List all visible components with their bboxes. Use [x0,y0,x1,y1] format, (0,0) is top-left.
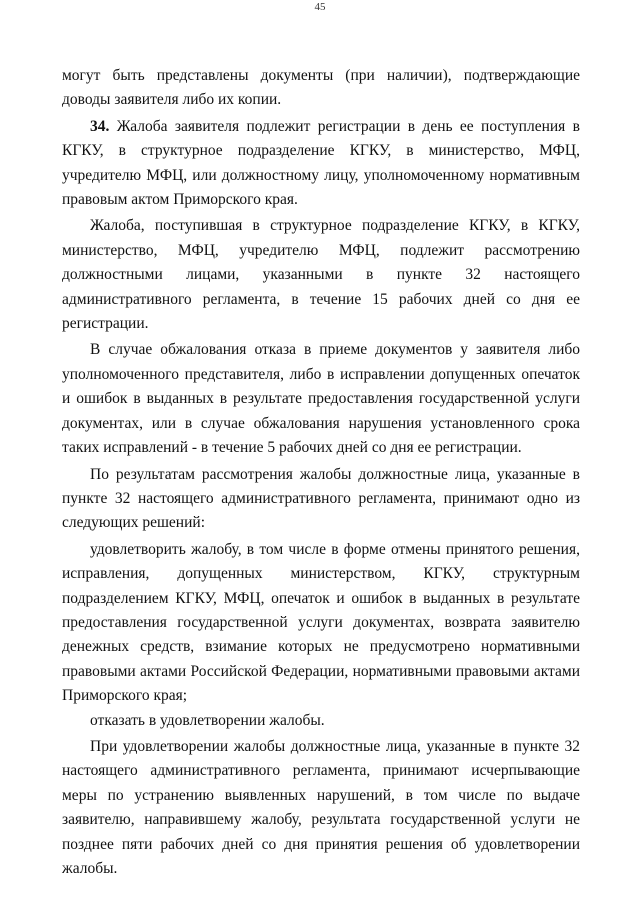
paragraph-decision-satisfy: удовлетворить жалобу, в том числе в форме отмены принятого решения, исправления, допущенных министерством, КГКУ, структурным подразделением КГКУ, МФЦ, опечаток и ошибок в выданных в результате предоставления государственной услуги документах, возврата заявителю денежных средств, взимание которых не предусмотрено нормативными правовыми актами Российской Федерации, нормативными правовыми актами Приморского края; [62,540,580,705]
paragraph-decision-refuse: отказать в удовлетворении жалобы. [90,711,325,729]
item-number: 34. [90,117,110,135]
paragraph-satisfaction-measures: При удовлетворении жалобы должностные лица, указанные в пункте 32 настоящего административного регламента, принимают исчерпывающие меры по устранению выявленных нарушений, в том числе по выдаче заявителю, направившему жалобу, результата государственной услуги не позднее пяти рабочих дней со дня принятия решения об удовлетворении жалобы. [62,737,580,877]
paragraph-continuation: могут быть представлены документы (при наличии), подтверждающие доводы заявителя либо их копии. [62,67,580,109]
document-body [62,64,580,881]
page-number: 45 [314,1,326,13]
paragraph-refusal-appeal: В случае обжалования отказа в приеме документов у заявителя либо уполномоченного представителя, либо в исправлении допущенных опечаток и ошибок в выданных в результате предоставления государственной услуги документах, или в случае обжалования нарушения установленного срока таких исправлений - в течение 5 рабочих дней со дня ее регистрации. [62,341,580,457]
paragraph-text: Жалоба заявителя подлежит регистрации в день ее поступления в КГКУ, в структурное подразделение КГКУ, в министерство, МФЦ, учредителю МФЦ, или должностному лицу, уполномоченному нормативным правовым актом Приморского края. [62,117,580,209]
paragraph-decisions-intro: По результатам рассмотрения жалобы должностные лица, указанные в пункте 32 настоящего административного регламента, принимают одно из следующих решений: [62,465,580,532]
paragraph-item-34 [62,115,580,213]
paragraph-complaint-review: Жалоба, поступившая в структурное подразделение КГКУ, в КГКУ, министерство, МФЦ, учредителю МФЦ, подлежит рассмотрению должностными лицами, указанными в пункте 32 настоящего административного регламента, в течение 15 рабочих дней со дня ее регистрации. [62,217,580,333]
